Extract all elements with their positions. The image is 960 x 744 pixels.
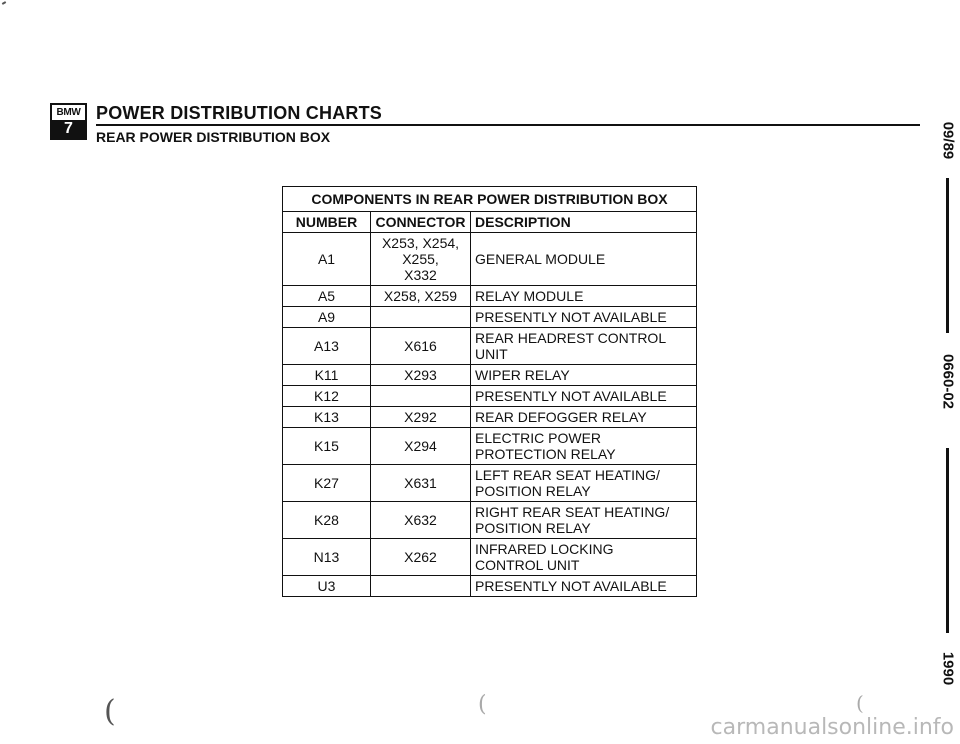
cell-number: A1 xyxy=(283,233,371,286)
connector-line: X255, xyxy=(402,251,439,267)
cell-number: K13 xyxy=(283,407,371,428)
description-line: RELAY MODULE xyxy=(475,288,584,304)
table-body xyxy=(283,233,697,597)
cell-connector xyxy=(371,307,471,328)
cell-connector xyxy=(371,465,471,502)
side-rule-upper xyxy=(946,178,949,333)
cell-number: N13 xyxy=(283,539,371,576)
connector-line xyxy=(375,578,466,594)
cell-number: K27 xyxy=(283,465,371,502)
table-row xyxy=(283,539,697,576)
cell-number: K28 xyxy=(283,502,371,539)
connector-line xyxy=(375,388,466,404)
description-line: WIPER RELAY xyxy=(475,367,570,383)
table-row xyxy=(283,286,697,307)
cell-connector xyxy=(371,407,471,428)
description-line: REAR HEADREST CONTROL xyxy=(475,330,667,346)
description-line: UNIT xyxy=(475,346,508,362)
table-row xyxy=(283,233,697,286)
connector-line: X632 xyxy=(404,512,437,528)
cell-description xyxy=(471,233,697,286)
connector-line: X258, X259 xyxy=(383,288,458,304)
cell-description xyxy=(471,539,697,576)
cell-number: A9 xyxy=(283,307,371,328)
cell-connector xyxy=(371,328,471,365)
table-row xyxy=(283,386,697,407)
table-row xyxy=(283,428,697,465)
cell-number: A13 xyxy=(283,328,371,365)
cell-connector xyxy=(371,539,471,576)
connector-line: X631 xyxy=(404,475,437,491)
scan-speck xyxy=(2,1,6,5)
table-caption-row xyxy=(283,187,697,212)
table-header-row xyxy=(283,212,697,233)
cell-number: K11 xyxy=(283,365,371,386)
description-line: PROTECTION RELAY xyxy=(475,446,616,462)
connector-line: X616 xyxy=(404,338,437,354)
page-title: POWER DISTRIBUTION CHARTS xyxy=(96,103,382,123)
cell-description xyxy=(471,286,697,307)
page-subtitle: REAR POWER DISTRIBUTION BOX xyxy=(96,129,331,145)
logo-brand-text: BMW xyxy=(56,107,81,118)
cell-connector xyxy=(371,428,471,465)
description-line: LEFT REAR SEAT HEATING/ xyxy=(475,467,660,483)
cell-description xyxy=(471,307,697,328)
title-divider xyxy=(96,124,920,126)
cell-number: U3 xyxy=(283,576,371,597)
connector-line xyxy=(375,309,466,325)
cell-description xyxy=(471,576,697,597)
table-row xyxy=(283,307,697,328)
watermark: carmanualsonline.info xyxy=(710,715,954,740)
cell-number: K12 xyxy=(283,386,371,407)
cell-description xyxy=(471,328,697,365)
description-line: POSITION RELAY xyxy=(475,483,591,499)
cell-description xyxy=(471,465,697,502)
description-line: CONTROL UNIT xyxy=(475,557,580,573)
bmw-7-logo xyxy=(50,103,87,140)
connector-line: X293 xyxy=(404,367,437,383)
table-caption: COMPONENTS IN REAR POWER DISTRIBUTION BOX xyxy=(283,187,697,212)
cell-connector xyxy=(371,502,471,539)
column-header-description: DESCRIPTION xyxy=(471,212,697,233)
description-line: RIGHT REAR SEAT HEATING/ xyxy=(475,504,670,520)
table-row xyxy=(283,502,697,539)
description-line: INFRARED LOCKING xyxy=(475,541,614,557)
description-line: POSITION RELAY xyxy=(475,520,591,536)
cell-number: K15 xyxy=(283,428,371,465)
side-section-code: 0660-02 xyxy=(939,353,957,410)
cell-number: A5 xyxy=(283,286,371,307)
cell-connector xyxy=(371,386,471,407)
connector-line: X262 xyxy=(404,549,437,565)
connector-line: X292 xyxy=(404,409,437,425)
cell-description xyxy=(471,428,697,465)
description-line: GENERAL MODULE xyxy=(475,251,606,267)
logo-series-number: 7 xyxy=(52,120,85,138)
scan-paren-mark: ( xyxy=(104,694,116,729)
scan-paren-mark: ( xyxy=(478,692,487,717)
cell-description xyxy=(471,407,697,428)
description-line: PRESENTLY NOT AVAILABLE xyxy=(475,309,667,325)
cell-description xyxy=(471,502,697,539)
connector-line: X294 xyxy=(404,438,437,454)
description-line: REAR DEFOGGER RELAY xyxy=(475,409,647,425)
table-row xyxy=(283,328,697,365)
side-model-year: 1990 xyxy=(939,651,957,686)
cell-connector xyxy=(371,576,471,597)
connector-line: X253, X254, xyxy=(381,235,460,251)
connector-line: X332 xyxy=(404,267,437,283)
description-line: ELECTRIC POWER xyxy=(475,430,602,446)
side-date-label: 09/89 xyxy=(939,121,957,160)
column-header-connector: CONNECTOR xyxy=(371,212,471,233)
cell-connector xyxy=(371,233,471,286)
description-line: PRESENTLY NOT AVAILABLE xyxy=(475,578,667,594)
side-rule-lower xyxy=(946,448,949,633)
description-line: PRESENTLY NOT AVAILABLE xyxy=(475,388,667,404)
components-table xyxy=(282,186,697,597)
cell-description xyxy=(471,365,697,386)
table-row xyxy=(283,465,697,502)
table-row xyxy=(283,407,697,428)
components-table-container xyxy=(282,186,697,597)
cell-connector xyxy=(371,365,471,386)
scan-paren-mark: ( xyxy=(856,691,864,715)
cell-connector xyxy=(371,286,471,307)
column-header-number: NUMBER xyxy=(283,212,371,233)
cell-description xyxy=(471,386,697,407)
table-row xyxy=(283,576,697,597)
table-row xyxy=(283,365,697,386)
